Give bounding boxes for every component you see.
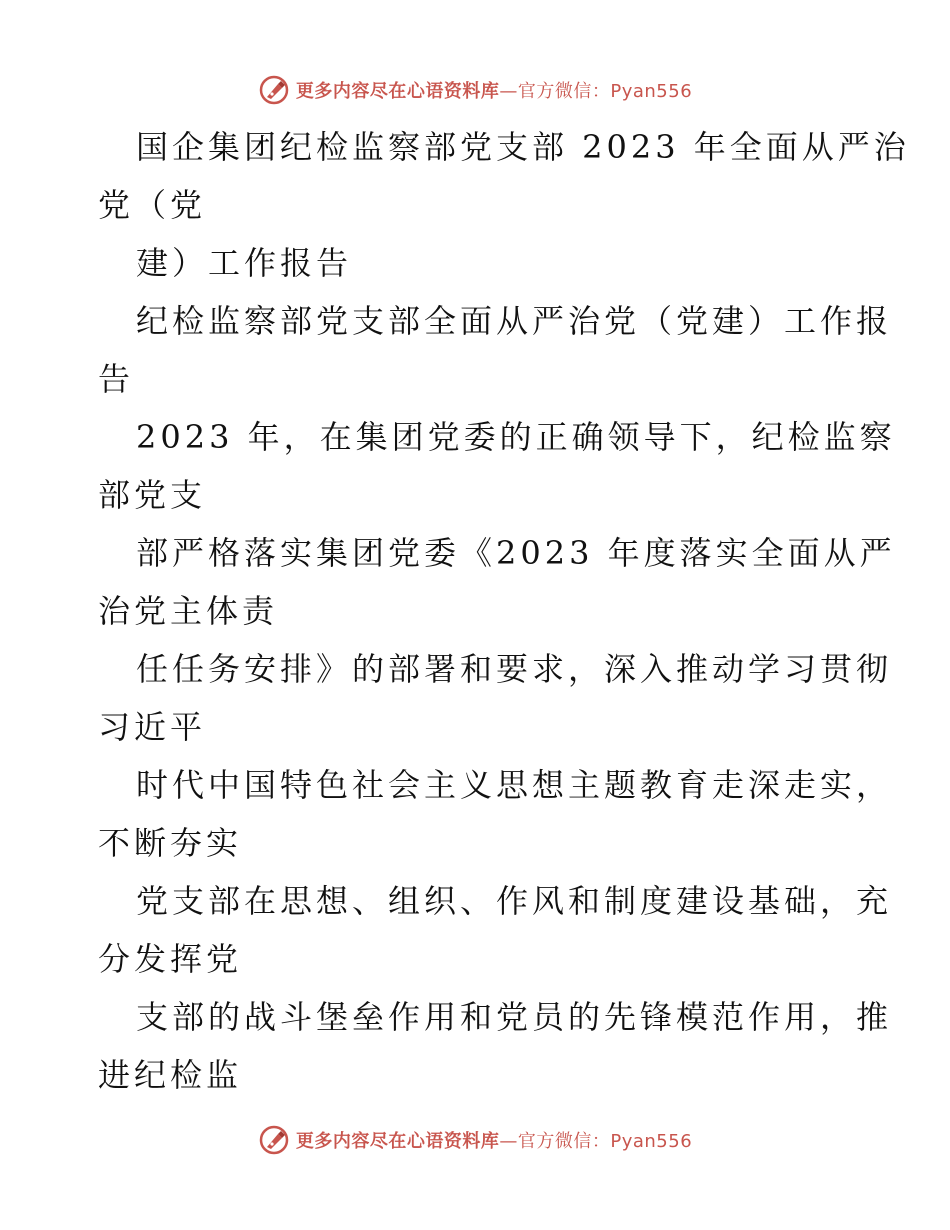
body-line: 党支部在思想、组织、作风和制度建设基础，充 <box>136 882 893 920</box>
body-line: 治党主体责 <box>98 592 279 630</box>
body-line: 分发挥党 <box>98 940 243 978</box>
body-line: 部党支 <box>98 476 207 514</box>
body-line: 党（党 <box>98 186 207 224</box>
footer-watermark <box>0 1122 950 1158</box>
body-line: 任任务安排》的部署和要求，深入推动学习贯彻 <box>136 650 893 688</box>
body-line: 习近平 <box>98 708 207 746</box>
watermark-separator: — <box>499 81 518 102</box>
body-line: 纪检监察部党支部全面从严治党（党建）工作报 <box>136 302 893 340</box>
watermark-account: Pyan556 <box>610 81 693 102</box>
watermark-separator: — <box>499 1131 518 1152</box>
body-line: 2023 年，在集团党委的正确领导下，纪检监察 <box>136 418 896 456</box>
watermark-official: 官方微信： <box>517 81 611 102</box>
body-line: 时代中国特色社会主义思想主题教育走深走实， <box>136 766 893 804</box>
body-line: 支部的战斗堡垒作用和党员的先锋模范作用，推 <box>136 998 893 1036</box>
watermark-text <box>296 1127 692 1153</box>
watermark-text <box>296 77 692 103</box>
document-body <box>98 118 910 1104</box>
body-line: 部严格落实集团党委《2023 年度落实全面从严 <box>136 534 896 572</box>
watermark-brand: 更多内容尽在心语资料库 <box>295 1131 500 1152</box>
watermark-account: Pyan556 <box>610 1131 693 1152</box>
pen-nib-circle-icon <box>258 1124 290 1156</box>
body-line: 建）工作报告 <box>136 244 353 282</box>
watermark-brand: 更多内容尽在心语资料库 <box>295 81 500 102</box>
body-line: 告 <box>98 360 135 398</box>
pen-nib-circle-icon <box>258 74 290 106</box>
body-line: 国企集团纪检监察部党支部 2023 年全面从严治 <box>136 128 910 166</box>
header-watermark <box>0 72 950 108</box>
body-line: 不断夯实 <box>98 824 243 862</box>
body-line: 进纪检监 <box>98 1056 243 1094</box>
watermark-official: 官方微信： <box>517 1131 611 1152</box>
